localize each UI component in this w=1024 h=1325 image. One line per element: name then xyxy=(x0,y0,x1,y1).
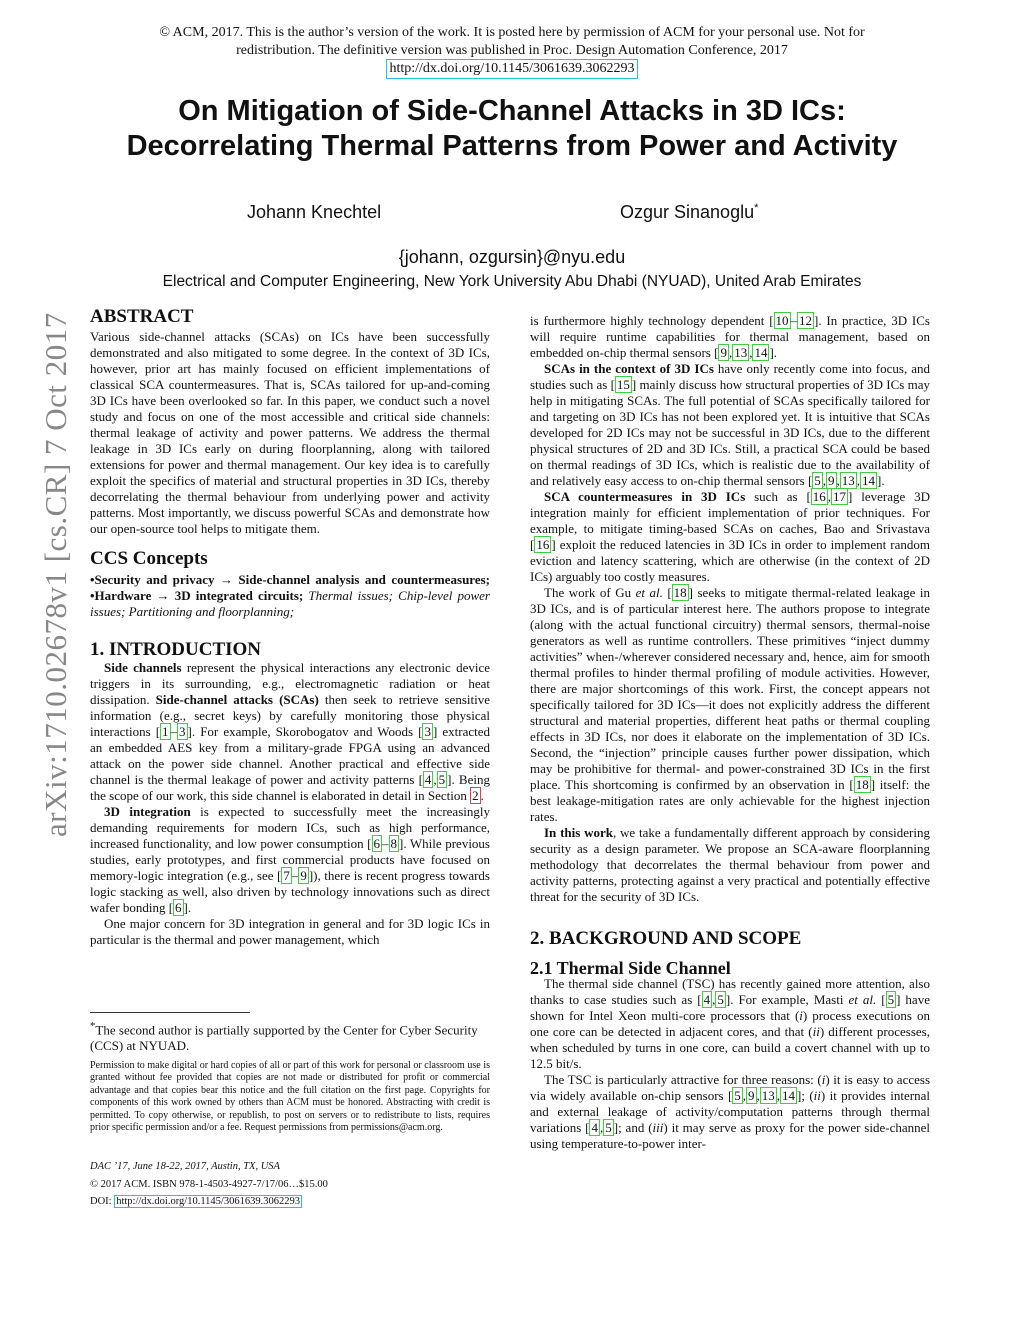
author-email: {johann, ozgursin}@nyu.edu xyxy=(398,247,626,267)
citation-link[interactable]: 5 xyxy=(717,992,724,1007)
notice-line-2: redistribution. The definitive version was published in Proc. Design Automation Conference, 2017 xyxy=(236,42,788,58)
citation-link[interactable]: 16 xyxy=(536,537,550,552)
intro-heading: 1. INTRODUCTION xyxy=(90,639,262,660)
citation-link[interactable]: 12 xyxy=(799,313,813,328)
right-paragraph-0: is furthermore highly technology dependent [ 10 – 12 ]. In practice, 3D ICs will require runtime capabilities for thermal management, based on embedded on-chip thermal sensors [ 9 , 13 , 14 ]. xyxy=(530,313,930,360)
paper-title xyxy=(80,94,944,164)
notice-doi-link[interactable]: http://dx.doi.org/10.1145/3061639.3062293 xyxy=(386,59,637,79)
citation-link[interactable]: 5 xyxy=(814,473,821,488)
affiliation: Electrical and Computer Engineering, New York University Abu Dhabi (NYUAD), United Arab Emirates xyxy=(162,273,862,290)
isbn-info: © 2017 ACM. ISBN 978-1-4503-4927-7/17/06…$15.00 xyxy=(90,1179,328,1190)
right-paragraph-1: SCAs in the context of 3D ICs have only recently come into focus, and studies such as [ 15 ] mainly discuss how structural properties of 3D ICs may help in mitigating SCAs. The full potential of SCAs specifically tailored for and targeting on 3D ICs has not been explored yet. It is intuitive that SCAs developed for 2D ICs may not be successful in 3D ICs, due to the different physical structures of 2D and 3D ICs. Still, a practical SCA could be based on thermal readings of 3D ICs, which is realistic due to the availability of and relatively easy access to on-chip thermal sensors [ 5 , 9 , 13 , 14 ]. xyxy=(530,361,930,488)
citation-link[interactable]: 15 xyxy=(616,377,630,392)
citation-link[interactable]: 10 xyxy=(775,313,789,328)
citation-link[interactable]: 4 xyxy=(424,772,432,787)
arxiv-stamp: arXiv:1710.02678v1 [cs.CR] 7 Oct 2017 xyxy=(38,312,73,837)
ccs-concepts: •Security and privacy → Side-channel analysis and countermeasures; •Hardware → 3D integrated circuits; Thermal issues; Chip-level power issues; Partitioning and floorplanning; xyxy=(90,572,490,619)
citation-link[interactable]: 17 xyxy=(833,489,847,504)
citation-link[interactable]: 5 xyxy=(605,1120,612,1135)
right-paragraph-2: SCA countermeasures in 3D ICs such as [ 16 , 17 ] leverage 3D integration mainly for efficient implementation of prior techniques. For example, to mitigate timing-based SCAs on caches, Bao and Srivastava [ 16 ] exploit the reduced latencies in 3D ICs in order to implement random eviction and latency scattering, which are otherwise (in the context of 2D ICs) arguably too costly measures. xyxy=(530,489,930,584)
citation-link[interactable]: 3 xyxy=(424,724,431,739)
section-link[interactable]: 2 xyxy=(472,788,479,803)
citation-link[interactable]: 13 xyxy=(841,473,855,488)
citation-link[interactable]: 18 xyxy=(673,585,687,600)
citation-link[interactable]: 16 xyxy=(812,489,826,504)
permission-statement: Permission to make digital or hard copies of all or part of this work for personal or classroom use is granted without fee provided that copies are not made or distributed for profit or commercial advantage and that copies bear this notice and the full citation on the first page. Copyrights for components of this work owned by others than ACM must be honored. Abstracting with credit is permitted. To copy otherwise, or republish, to post on servers or to redistribute to lists, requires prior specific permission and/or a fee. Request permissions from permissions@acm.org. xyxy=(90,1060,490,1134)
intro-paragraph-3: One major concern for 3D integration in general and for 3D logic ICs in particular is the thermal and power management, which xyxy=(90,916,490,947)
citation-link[interactable]: 9 xyxy=(300,868,307,883)
abstract-heading: ABSTRACT xyxy=(90,306,194,327)
title-line-1: On Mitigation of Side-Channel Attacks in 3D ICs: xyxy=(178,95,846,127)
citation-link[interactable]: 6 xyxy=(373,836,380,851)
citation-link[interactable]: 14 xyxy=(782,1088,796,1103)
footnote-rule xyxy=(90,1012,250,1013)
citation-link[interactable]: 6 xyxy=(175,900,182,915)
doi-link[interactable]: http://dx.doi.org/10.1145/3061639.3062293 xyxy=(116,1196,300,1207)
left-column xyxy=(90,306,490,948)
title-line-2: Decorrelating Thermal Patterns from Power and Activity xyxy=(126,130,898,162)
citation-link[interactable]: 9 xyxy=(748,1088,755,1103)
intro-paragraph-2: 3D integration is expected to successfully meet the increasingly demanding requirements for modern ICs, such as high performance, increased functionality, and low power consumption [ 6 – 8 ]. While previous studies, early prototypes, and first commercial products have focused on memory-logic integration (e.g., see [ 7 – 9 ]), there is recent progress towards logic stacking as well, also driven by technology innovations such as direct wafer bonding [ 6 ]. xyxy=(90,804,490,915)
citation-link[interactable]: 5 xyxy=(438,772,446,787)
right-column xyxy=(530,313,930,1152)
citation-link[interactable]: 4 xyxy=(703,992,711,1007)
right-paragraph-6: The TSC is particularly attractive for three reasons: (i) it is easy to access via widely available on-chip sensors [ 5 , 9 , 13 , 14 ]; (ii) it provides internal and external leakage of activity/computation patterns through thermal variations [ 4 , 5 ]; and (iii) it may serve as proxy for the power side-channel using temperature-to-power inter- xyxy=(530,1072,931,1151)
notice-line-1: © ACM, 2017. This is the author’s version of the work. It is posted here by permission of ACM for your personal use. Not for xyxy=(159,25,865,40)
author-1-name: Johann Knechtel xyxy=(247,202,382,222)
citation-link[interactable]: 8 xyxy=(390,836,397,851)
background-heading: 2. BACKGROUND AND SCOPE xyxy=(530,928,802,949)
citation-link[interactable]: 9 xyxy=(720,345,727,360)
author-1 xyxy=(247,202,381,223)
conference-info: DAC ’17, June 18-22, 2017, Austin, TX, USA xyxy=(90,1161,280,1172)
author-footnote: *The second author is partially supported by the Center for Cyber Security (CCS) at NYUAD. xyxy=(90,1020,478,1054)
right-paragraph-4: In this work, we take a fundamentally different approach by considering security as a design parameter. We propose an SCA-aware floorplanning methodology that decorrelates the thermal behaviour from power and activity patterns, protecting against a very practical and potentially effective threat for the security of 3D ICs. xyxy=(530,825,930,904)
ccs-heading: CCS Concepts xyxy=(90,548,208,569)
citation-link[interactable]: 4 xyxy=(591,1120,598,1135)
thermal-side-channel-heading: 2.1 Thermal Side Channel xyxy=(530,958,731,978)
citation-link[interactable]: 13 xyxy=(761,1088,775,1103)
author-2 xyxy=(620,202,758,223)
right-paragraph-5: The thermal side channel (TSC) has recently gained more attention, also thanks to case studies such as [ 4 , 5 ]. For example, Masti et al. [ 5 ] have shown for Intel Xeon multi-core processors that (i) process executions on one core can be detected in adjacent cores, and that (ii) different processes, when scheduled by turns in one core, can build a covert channel with up to 12.5 bit/s. xyxy=(530,976,930,1071)
citation-link[interactable]: 13 xyxy=(734,345,748,360)
citation-link[interactable]: 1 xyxy=(162,724,169,739)
copyright-notice xyxy=(110,24,914,79)
right-paragraph-3: The work of Gu et al. [ 18 ] seeks to mitigate thermal-related leakage in 3D ICs, and is of particular interest here. The authors propose to integrate (along with the actual functional circuitry) thermal sensors, thermal-noise generators as well as runtime controllers. These primitives “inject dummy activities” when-/wherever considered necessary and, hence, aim for smooth thermal profiles to hinder thermal profiling of module activities. However, there are major shortcomings of this work. First, the concept appears not specifically tailored for 3D ICs—it does not explicitly address the different structural and material properties, different heat paths or thermal coupling effects in 3D ICs, nor does it elaborate on the implementation of 3D ICs. Second, the “injection” principle causes further power dissipation, which may be prohibitive for thermal- and power-constrained 3D ICs in the first place. This shortcoming is confirmed by an observation in [ 18 ] itself: the best leakage-mitigation rates are only achievable for the highest injection rates. xyxy=(530,585,930,824)
author-2-name: Ozgur Sinanoglu xyxy=(620,202,755,222)
citation-link[interactable]: 18 xyxy=(855,777,869,792)
intro-paragraph-1: Side channels represent the physical interactions any electronic device triggers in its surrounding, e.g., electromagnetic radiation or heat dissipation. Side-channel attacks (SCAs) then seek to retrieve sensitive information (e.g., secret keys) by carefully monitoring those physical interactions [ 1 – 3 ]. For example, Skorobogatov and Woods [ 3 ] extracted an embedded AES key from a military-grade FPGA using an advanced attack on the power side channel. Another practical and effective side channel is the thermal leakage of power and activity patterns [ 4 , 5 ]. Being the scope of our work, this side channel is elaborated in detail in Section 2 . xyxy=(90,660,490,803)
abstract-text: Various side-channel attacks (SCAs) on ICs have been successfully demonstrated and also mitigated to some degree. In the context of 3D ICs, however, prior art has mainly focused on efficient implementations of classical SCA countermeasures. That is, SCAs tailored for up-and-coming 3D ICs have been overlooked so far. In this paper, we conduct such a novel study and focus on one of the most accessible and critical side channels: thermal leakage of activity and power patterns. We address the thermal leakage in 3D ICs early on during floorplanning, along with tailored extensions for power and thermal management. Our key idea is to carefully exploit the specifics of material and structural properties in 3D ICs, thereby decorrelating the thermal behaviour from underlying power and activity patterns. Most importantly, we discuss powerful SCAs and demonstrate how our open-source tool helps to mitigate them. xyxy=(90,329,490,536)
citation-link[interactable]: 7 xyxy=(283,868,290,883)
doi-info: DOI: http://dx.doi.org/10.1145/3061639.3062293 xyxy=(90,1196,300,1207)
citation-link[interactable]: 9 xyxy=(828,473,835,488)
citation-link[interactable]: 5 xyxy=(734,1088,741,1103)
citation-link[interactable]: 3 xyxy=(179,724,186,739)
citation-link[interactable]: 14 xyxy=(754,345,768,360)
citation-link[interactable]: 14 xyxy=(862,473,876,488)
author-2-footnote-mark: * xyxy=(754,202,759,214)
citation-link[interactable]: 5 xyxy=(887,992,895,1007)
